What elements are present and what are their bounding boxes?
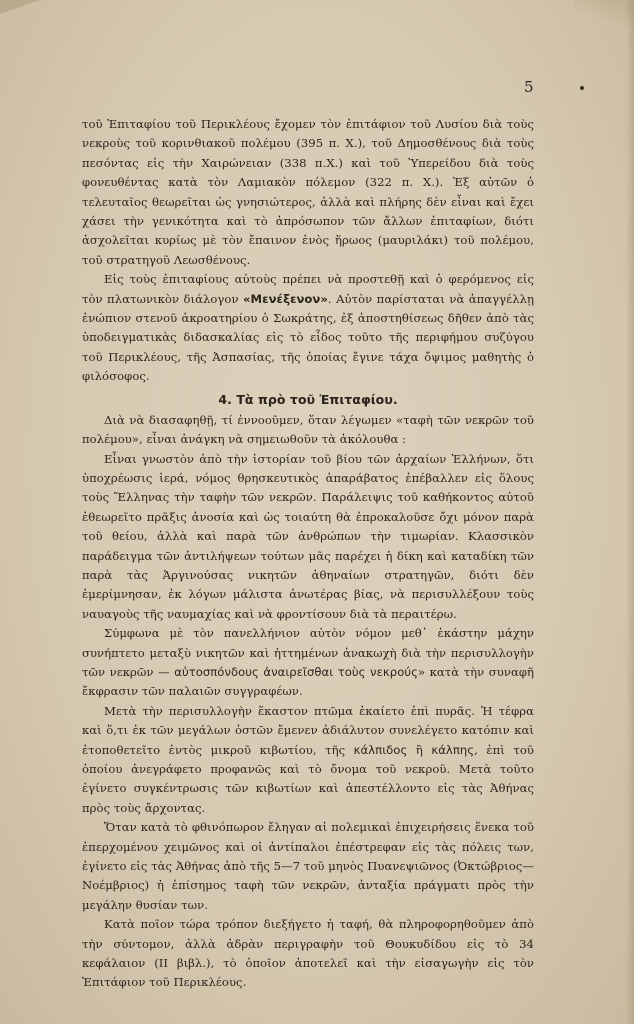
section-heading: 4. Τὰ πρὸ τοῦ Ἐπιταφίου. bbox=[218, 391, 398, 407]
paragraph-menexenus-text-1: Εἰς τοὺς ἐπιταφίους αὐτοὺς πρέπει νὰ προστεθῇ καὶ ὁ φερόμενος εἰς τὸν πλατωνικὸν διάλογον bbox=[82, 272, 534, 306]
paragraph-urn-text-1: Μετὰ τὴν περισυλλογὴν ἕκαστον πτῶμα ἐκαίετο ἐπὶ πυρᾶς. Ἡ τέφρα καὶ ὅ,τι ἐκ τῶν μεγάλων ὀστῶν ἔμενεν ἀδιάλυτον συνελέγετο κατόπιν καὶ ἐτοποθετεῖτο ἐντὸς μικροῦ κιβωτίου, τῆς bbox=[82, 703, 534, 757]
menexenus-title: «Μενέξενον» bbox=[242, 291, 328, 306]
paragraph-urn-conj: ἢ bbox=[407, 742, 432, 757]
paragraph-truce-text-1: Σύμφωνα μὲ τὸν πανελλήνιον αὐτὸν νόμον μεθ᾿ ἑκάστην μάχην συνήπτετο μεταξὺ νικητῶν καὶ ἡττημένων ἀνακωχὴ διὰ τὴν περισυλλογὴν τῶν νεκρῶν — bbox=[82, 626, 534, 679]
page-edge-shadow bbox=[626, 0, 634, 1024]
paragraph-menexenus-text-2: . Αὐτὸν παρίσταται νὰ ἀπαγγέλλῃ ἐνώπιον στενοῦ ἀκροατηρίου ὁ Σωκράτης, ἐξ ἀποστηθίσεως δῆθεν ἀπὸ τὰς ὑποδειγματικὰς διδασκαλίας εἰς τὸ εἶδος τοῦτο τῆς περιφήμου συζύγου τοῦ Περικλέους, τῆς Ἀσπασίας, τῆς ὁποίας ἔγινε τάχα ὄψιμος μαθητὴς ὁ φιλόσοφος. bbox=[82, 291, 534, 384]
body-text bbox=[82, 115, 534, 993]
paragraph-burial-law: Εἶναι γνωστὸν ἀπὸ τὴν ἱστορίαν τοῦ βίου τῶν ἀρχαίων Ἑλλήνων, ὅτι ὑποχρέωσις ἱερά, νόμος θρησκευτικὸς ἀπαράβατος ἐπέβαλλεν εἰς ὅλους τοὺς Ἕλληνας τὴν ταφὴν τῶν νεκρῶν. Παράλειψις τοῦ καθήκοντος αὐτοῦ ἐθεωρεῖτο πρᾶξις ἀνοσία καὶ ὡς τοιαύτη θὰ ἐπροκαλοῦσε ὄχι μόνον παρὰ τοῦ θείου, ἀλλὰ καὶ παρὰ τῶν ἀνθρώπων τὴν τιμωρίαν. Κλασσικὸν παράδειγμα τῶν ἀντιλήψεων τούτων μᾶς παρέχει ἡ δίκη καὶ καταδίκη τῶν παρὰ τὰς Ἀργινούσας νικητῶν ἀθηναίων στρατηγῶν, διότι δὲν ἐμερίμνησαν, ἐκ λόγων μάλιστα ἀνωτέρας βίας, νὰ περισυλλέξουν τοὺς ναυαγοὺς τῆς ναυμαχίας καὶ νὰ φροντίσουν διὰ τὰ περαιτέρω. bbox=[82, 451, 534, 621]
paragraph-menexenus bbox=[82, 270, 534, 386]
truce-phrase: αὐτοσπόνδους ἀναιρεῖσθαι τοὺς νεκρούς bbox=[174, 664, 418, 679]
page-corner-shadow bbox=[574, 0, 634, 26]
page-number: 5 bbox=[524, 78, 534, 96]
paragraph-epitaphs: τοῦ Ἐπιταφίου τοῦ Περικλέους ἔχομεν τὸν ἐπιτάφιον τοῦ Λυσίου διὰ τοὺς νεκροὺς τοῦ κορινθιακοῦ πολέμου (395 π. Χ.), τοῦ Δημοσθένους διὰ τοὺς πεσόντας εἰς τὴν Χαιρώνειαν (338 π.Χ.) καὶ τοῦ Ὑπερείδου διὰ τοὺς φονευθέντας κατὰ τὸν Λαμιακὸν πόλεμον (322 π. Χ.). Ἐξ αὐτῶν ὁ τελευταῖος θεωρεῖται ὡς γνησιώτερος, ἀλλὰ καὶ πλήρης δὲν εἶναι καὶ ἔχει χάσει τὴν γενικότητα καὶ τὸ ἀπρόσωπον τῶν ἄλλων ἐπιταφίων, διότι ἀσχολεῖται κυρίως μὲ τὸν ἔπαινον ἑνὸς ἥρωος (μαυριλάκι) τοῦ πολέμου, τοῦ στρατηγοῦ Λεωσθένους. bbox=[82, 117, 534, 267]
page-corner-decoration bbox=[0, 0, 40, 14]
paragraph-urn bbox=[82, 702, 534, 818]
paragraph-truce bbox=[82, 624, 534, 702]
paragraph-thucydides: Κατὰ ποῖον τώρα τρόπον διεξήγετο ἡ ταφή, θὰ πληροφορηθοῦμεν ἀπὸ τὴν σύντομον, ἀλλὰ ἁδρὰν περιγραφὴν τοῦ Θουκυδίδου εἰς τὸ 34 κεφάλαιον (ΙΙ βιβλ.), τὸ ὁποῖον ἀποτελεῖ καὶ τὴν εἰσαγωγὴν εἰς τὸν Ἐπιτάφιον τοῦ Περικλέους. bbox=[82, 917, 534, 990]
paragraph-truce-text-2: » κατὰ τὴν συναφῆ ἔκφρασιν τῶν παλαιῶν συγγραφέων. bbox=[82, 664, 534, 699]
paragraph-urn-text-2: , ἐπὶ τοῦ ὁποίου ἀνεγράφετο προφανῶς καὶ τὸ ὄνομα τοῦ νεκροῦ. Μετὰ τοῦτο ἐγίνετο συγκέντρωσις τῶν κιβωτίων καὶ ἀπεστέλλοντο εἰς τὰς Ἀθήνας πρὸς τοὺς ἄρχοντας. bbox=[82, 742, 534, 815]
paragraph-autumn-burial: Ὅταν κατὰ τὸ φθινόπωρον ἔληγαν αἱ πολεμικαὶ ἐπιχειρήσεις ἕνεκα τοῦ ἐπερχομένου χειμῶνος καὶ οἱ ἀντίπαλοι ἐπέστρεφαν εἰς τὰς πόλεις των, ἐγίνετο εἰς τὰς Ἀθήνας ἀπὸ τῆς 5—7 τοῦ μηνὸς Πυανεψιῶνος (Ὀκτώβριος—Νοέμβριος) ἡ ἐπίσημος ταφὴ τῶν νεκρῶν, ἀνταξία πράγματι πρὸς τὴν μεγάλην θυσίαν των. bbox=[82, 820, 534, 912]
kalpe-term: κάλπης bbox=[431, 742, 475, 757]
paragraph-definition: Διὰ νὰ διασαφηθῇ, τί ἐννοοῦμεν, ὅταν λέγωμεν «ταφὴ τῶν νεκρῶν τοῦ πολέμου», εἶναι ἀνάγκη νὰ σημειωθοῦν τὰ ἀκόλουθα : bbox=[82, 412, 534, 447]
ink-dot bbox=[580, 86, 584, 90]
kalpis-term: κάλπιδος bbox=[353, 742, 408, 757]
